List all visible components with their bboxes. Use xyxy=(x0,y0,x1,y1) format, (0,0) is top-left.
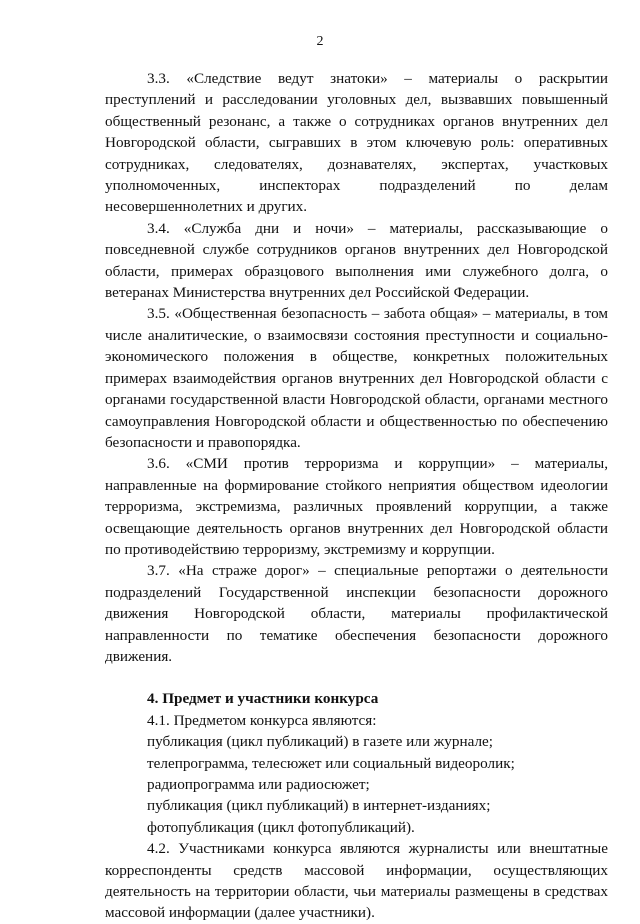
section-spacer xyxy=(105,667,608,688)
page-number: 2 xyxy=(316,34,324,49)
paragraph-3-4: 3.4. «Служба дни и ночи» – материалы, рассказывающие о повседневной службе сотрудников органов внутренних дел Новгородской области, примерах образцового выполнения ими служебного долга, о ветеранах Министерства внутренних дел Российской Федерации. xyxy=(105,219,608,302)
document-body xyxy=(105,68,608,924)
list-item: публикация (цикл публикаций) в газете или журнале; xyxy=(147,733,493,751)
list-item: радиопрограмма или радиосюжет; xyxy=(147,776,370,793)
section-4-heading: 4. Предмет и участники конкурса xyxy=(147,690,379,708)
paragraph-3-5: 3.5. «Общественная безопасность – забота общая» – материалы, в том числе аналитические, о взаимосвязи состояния преступности и социально-экономического положения в обществе, конкретных положительных примерах взаимодействия органов внутренних дел Новгородской области с органами государственной власти Новгородской области, органами местного самоуправления Новгородской области и общественностью по обеспечению безопасности и правопорядка. xyxy=(105,305,608,451)
list-item: фотопубликация (цикл фотопубликаций). xyxy=(147,818,415,836)
paragraph-4-2: 4.2. Участниками конкурса являются журналисты или внештатные корреспонденты средств массовой информации, осуществляющих деятельность на территории области, чьи материалы размещены в средствах массовой информации (далее участники). xyxy=(105,840,608,922)
list-item: публикация (цикл публикаций) в интернет-изданиях; xyxy=(147,797,491,815)
paragraph-3-6: 3.6. «СМИ против терроризма и коррупции» – материалы, направленные на формирование стойкого неприятия обществом идеологии терроризма, экстремизма, различных проявлений коррупции, а также освещающие деятельность органов внутренних дел Новгородской области по противодействию терроризму, экстремизму и коррупции. xyxy=(105,455,608,558)
list-item: телепрограмма, телесюжет или социальный видеоролик; xyxy=(147,754,515,772)
paragraph-3-3: 3.3. «Следствие ведут знатоки» – материалы о раскрытии преступлений и расследовании уголовных дел, вызвавших повышенный общественный резонанс, а также о сотрудниках органов внутренних дел Новгородской области, сыгравших в этом ключевую роль: оперативных сотрудниках, следователях, дознавателях, экспертах, участковых уполномоченных, инспекторах подразделений по делам несовершеннолетних и других. xyxy=(105,70,608,216)
paragraph-3-7: 3.7. «На страже дорог» – специальные репортажи о деятельности подразделений Государственной инспекции безопасности дорожного движения Новгородской области, материалы профилактической направленности по тематике обеспечения безопасности дорожного движения. xyxy=(105,562,608,665)
paragraph-4-1: 4.1. Предметом конкурса являются: xyxy=(147,711,377,729)
